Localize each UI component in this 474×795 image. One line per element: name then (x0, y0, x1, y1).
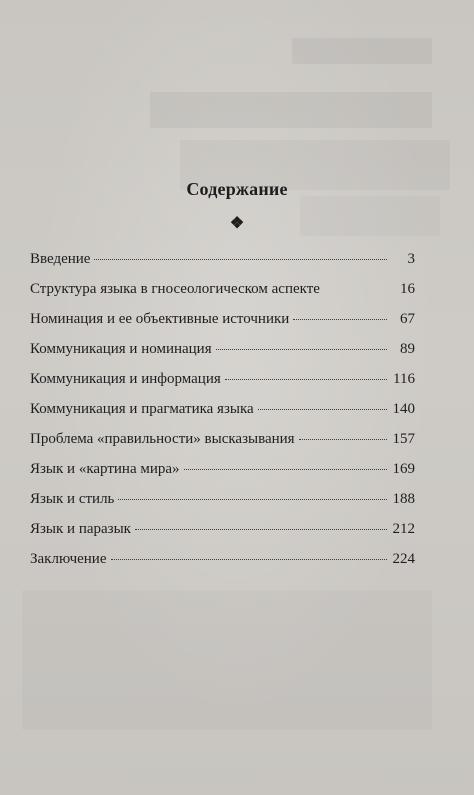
toc-entry-page: 157 (392, 431, 415, 447)
toc-entry-world-picture[interactable] (30, 461, 415, 491)
toc-entry-page: 67 (400, 311, 415, 327)
toc-entry-label: Язык и стиль (30, 491, 115, 507)
toc-entry-page: 169 (392, 461, 415, 477)
contents-title: Содержание (186, 179, 288, 199)
dot-leader (94, 259, 387, 260)
toc-entry-page: 89 (400, 341, 415, 357)
dot-leader (225, 379, 387, 380)
dot-leader (111, 559, 388, 560)
dot-leader (118, 499, 387, 500)
toc-entry-communication-nomination[interactable] (30, 341, 415, 371)
toc-entry-label: Введение (30, 251, 91, 267)
show-through-shading (22, 590, 432, 730)
dot-leader (216, 349, 387, 350)
toc-entry-language-paralanguage[interactable] (30, 521, 415, 551)
dot-leader (184, 469, 387, 470)
toc-entry-introduction[interactable] (30, 251, 415, 281)
dot-leader (299, 439, 387, 440)
toc-entry-label: Заключение (30, 551, 107, 567)
dot-leader (135, 529, 387, 530)
toc-entry-page: 16 (400, 281, 415, 297)
toc-entry-nomination-sources[interactable] (30, 311, 415, 341)
show-through-shading (150, 92, 432, 128)
toc-entry-label: Язык и паразык (30, 521, 131, 537)
ornament-icon: ❖ (229, 215, 245, 232)
toc-entry-label: Коммуникация и информация (30, 371, 221, 387)
table-of-contents (30, 251, 415, 581)
toc-entry-label: Проблема «правильности» высказывания (30, 431, 295, 447)
toc-entry-communication-information[interactable] (30, 371, 415, 401)
dot-leader (258, 409, 387, 410)
toc-entry-conclusion[interactable] (30, 551, 415, 581)
toc-entry-page: 140 (392, 401, 415, 417)
show-through-shading (292, 38, 432, 64)
toc-entry-page: 188 (392, 491, 415, 507)
toc-entry-label: Структура языка в гносеологическом аспекте (30, 281, 320, 297)
toc-entry-label: Коммуникация и прагматика языка (30, 401, 254, 417)
toc-entry-page: 3 (407, 251, 415, 267)
toc-entry-language-style[interactable] (30, 491, 415, 521)
toc-entry-communication-pragmatics[interactable] (30, 401, 415, 431)
toc-entry-correctness-problem[interactable] (30, 431, 415, 461)
toc-entry-page: 224 (392, 551, 415, 567)
dot-leader (293, 319, 387, 320)
toc-entry-label: Язык и «картина мира» (30, 461, 180, 477)
toc-entry-label: Номинация и ее объективные источники (30, 311, 290, 327)
toc-entry-page: 212 (392, 521, 415, 537)
toc-entry-language-structure[interactable] (30, 281, 415, 311)
toc-entry-label: Коммуникация и номинация (30, 341, 212, 357)
toc-entry-page: 116 (393, 371, 415, 387)
